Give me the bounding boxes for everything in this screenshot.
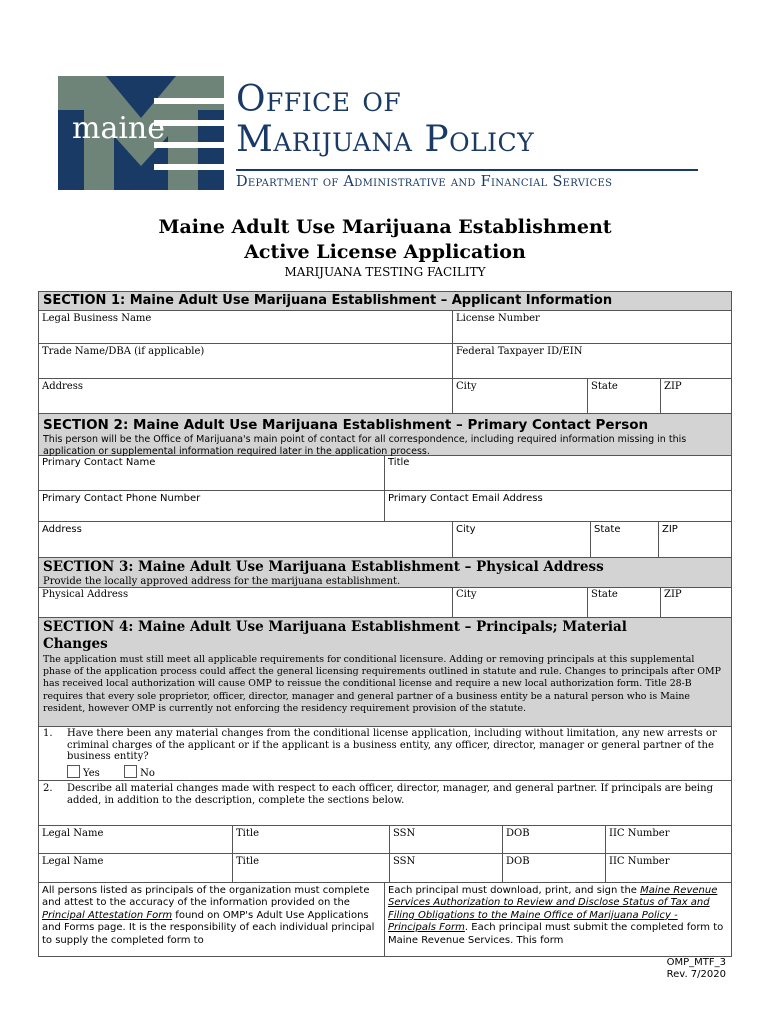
principal-ssn-cell[interactable] — [390, 826, 503, 854]
principal-title-cell[interactable] — [233, 854, 390, 883]
logo-office-of: Office of — [236, 79, 402, 120]
field-label: State — [594, 524, 621, 535]
contact-title-field[interactable] — [385, 455, 731, 491]
column-label: DOB — [506, 856, 530, 867]
section-3-note: Provide the locally approved address for the marijuana establishment. — [43, 576, 401, 587]
document-title-line2: Active License Application — [244, 241, 526, 263]
section-2-title: SECTION 2: Maine Adult Use Marijuana Establishment – Primary Contact Person — [43, 417, 649, 433]
field-label: State — [591, 381, 618, 392]
section-1-title: SECTION 1: Maine Adult Use Marijuana Establishment – Applicant Information — [43, 293, 613, 308]
omp-logo — [58, 76, 708, 192]
state-field[interactable] — [588, 379, 661, 413]
no-label: No — [140, 768, 155, 779]
section-4-title-line1: SECTION 4: Maine Adult Use Marijuana Establishment – Principals; Material — [43, 619, 627, 635]
section-3-title: SECTION 3: Maine Adult Use Marijuana Establishment – Physical Address — [43, 559, 604, 575]
field-label: Federal Taxpayer ID/EIN — [456, 346, 583, 357]
mrs-note-text — [388, 885, 726, 947]
attestation-note-post: found on OMP's Adult Use Applications and Forms page. It is the responsibility of each individual principal to supply the completed form to — [42, 909, 375, 946]
principal-attestation-form-link[interactable]: Principal Attestation Form — [42, 909, 173, 921]
field-label: Address — [42, 381, 83, 392]
contact-zip-field[interactable] — [659, 522, 731, 557]
section-3-header — [39, 557, 731, 588]
form-footer — [667, 957, 726, 981]
field-label: Primary Contact Name — [42, 457, 156, 468]
mrs-authorization-form-link[interactable]: Maine Revenue Services Authorization to Review and Disclose Status of Tax and Filing Obligations to the Maine Office of Marijuana Policy - Principals Form — [388, 885, 718, 934]
principal-legal-name-cell[interactable] — [39, 854, 233, 883]
yes-checkbox[interactable] — [67, 765, 80, 778]
field-label: Primary Contact Phone Number — [42, 493, 201, 504]
license-number-field[interactable] — [453, 311, 731, 344]
principal-dob-cell[interactable] — [503, 826, 606, 854]
column-label: SSN — [393, 856, 416, 867]
logo-department: Department of Administrative and Financial Services — [236, 174, 613, 190]
principal-iic-cell[interactable] — [606, 826, 731, 854]
question-1-number: 1. — [43, 728, 53, 739]
contact-address-field[interactable] — [39, 522, 453, 557]
section-4-note: The application must still meet all applicable requirements for conditional licensure. Adding or removing principals at this supplemental phase of the application process could affect the general licensing requirements outlined in statute and rule. Changes to principals after OMP has received local authorization will cause OMP to reissue the conditional license and require a new local authorization form. Title 28-B requires that every sole proprietor, officer, director, manager and general partner of a business entity be a natural person who is Maine resident, however OMP is currently not enforcing the residency requirement provision of the statute. — [43, 654, 721, 714]
logo-divider — [236, 169, 698, 171]
section-2-header — [39, 413, 731, 456]
column-label: IIC Number — [609, 856, 670, 867]
question-1-text: Have there been any material changes from the conditional license application, including without limitation, any new arrests or criminal charges of the applicant or if the applicant is a business entity, any officer, director, manager or general partner of the business entity? — [67, 728, 717, 762]
field-label: ZIP — [662, 524, 678, 535]
column-label: Legal Name — [42, 856, 104, 867]
section-4-title-line2: Changes — [43, 636, 108, 652]
yes-label: Yes — [83, 768, 100, 779]
physical-city-field[interactable] — [453, 587, 588, 617]
field-label: Address — [42, 524, 82, 535]
field-label: Title — [388, 457, 410, 468]
field-label: City — [456, 381, 477, 392]
mrs-note-post: . Each principal must submit the completed form to Maine Revenue Services. This form — [388, 922, 724, 946]
form-id: OMP_MTF_3 — [666, 957, 726, 968]
trade-name-field[interactable] — [39, 344, 453, 379]
physical-zip-field[interactable] — [661, 587, 731, 617]
mrs-note-pre: Each principal must download, print, and sign the — [388, 885, 641, 896]
field-label: City — [456, 589, 477, 600]
column-label: SSN — [393, 828, 416, 839]
mrs-authorization-note — [385, 883, 731, 956]
contact-email-field[interactable] — [385, 491, 731, 522]
contact-city-field[interactable] — [453, 522, 591, 557]
question-1-options — [67, 765, 155, 780]
document-subtitle: MARIJUANA TESTING FACILITY — [284, 265, 486, 279]
column-label: Title — [236, 828, 260, 839]
question-2-block[interactable] — [39, 781, 731, 826]
physical-address-field[interactable] — [39, 587, 453, 617]
legal-business-name-field[interactable] — [39, 311, 453, 344]
logo-marijuana-policy: Marijuana Policy — [236, 119, 535, 160]
section-4-header — [39, 617, 731, 727]
question-2-text: Describe all material changes made with respect to each officer, director, manager, and general partner. If principals are being added, in addition to the description, complete the sections below. — [67, 783, 713, 806]
column-label: IIC Number — [609, 828, 670, 839]
principal-legal-name-cell[interactable] — [39, 826, 233, 854]
section-2-note: This person will be the Office of Marijuana's main point of contact for all correspondence, including required information missing in this application or supplemental information required later in the application process. — [43, 434, 687, 457]
field-label: Legal Business Name — [42, 313, 152, 324]
contact-phone-field[interactable] — [39, 491, 385, 522]
column-label: Title — [236, 856, 260, 867]
application-form — [38, 291, 732, 957]
federal-taxpayer-id-field[interactable] — [453, 344, 731, 379]
field-label: License Number — [456, 313, 540, 324]
no-checkbox[interactable] — [124, 765, 137, 778]
principal-iic-cell[interactable] — [606, 854, 731, 883]
zip-field[interactable] — [661, 379, 731, 413]
field-label: Physical Address — [42, 589, 129, 600]
question-1-block — [39, 726, 731, 781]
physical-state-field[interactable] — [588, 587, 661, 617]
principal-ssn-cell[interactable] — [390, 854, 503, 883]
question-2-number: 2. — [43, 783, 53, 794]
principal-dob-cell[interactable] — [503, 854, 606, 883]
column-label: Legal Name — [42, 828, 104, 839]
form-revision: Rev. 7/2020 — [666, 969, 726, 980]
logo-maine-text: maine — [72, 111, 166, 146]
principal-title-cell[interactable] — [233, 826, 390, 854]
attestation-note-text — [42, 885, 378, 947]
address-field[interactable] — [39, 379, 453, 413]
field-label: City — [456, 524, 476, 535]
city-field[interactable] — [453, 379, 588, 413]
field-label: ZIP — [664, 381, 682, 392]
attestation-note-pre: All persons listed as principals of the organization must complete and attest to the accuracy of the information provided on the — [42, 885, 370, 909]
section-1-header — [39, 291, 731, 311]
primary-contact-name-field[interactable] — [39, 455, 385, 491]
field-label: Primary Contact Email Address — [388, 493, 543, 504]
column-label: DOB — [506, 828, 530, 839]
principal-attestation-note — [39, 883, 385, 956]
field-label: ZIP — [664, 589, 682, 600]
contact-state-field[interactable] — [591, 522, 659, 557]
document-title-line1: Maine Adult Use Marijuana Establishment — [158, 216, 612, 238]
field-label: State — [591, 589, 618, 600]
field-label: Trade Name/DBA (if applicable) — [42, 346, 205, 357]
